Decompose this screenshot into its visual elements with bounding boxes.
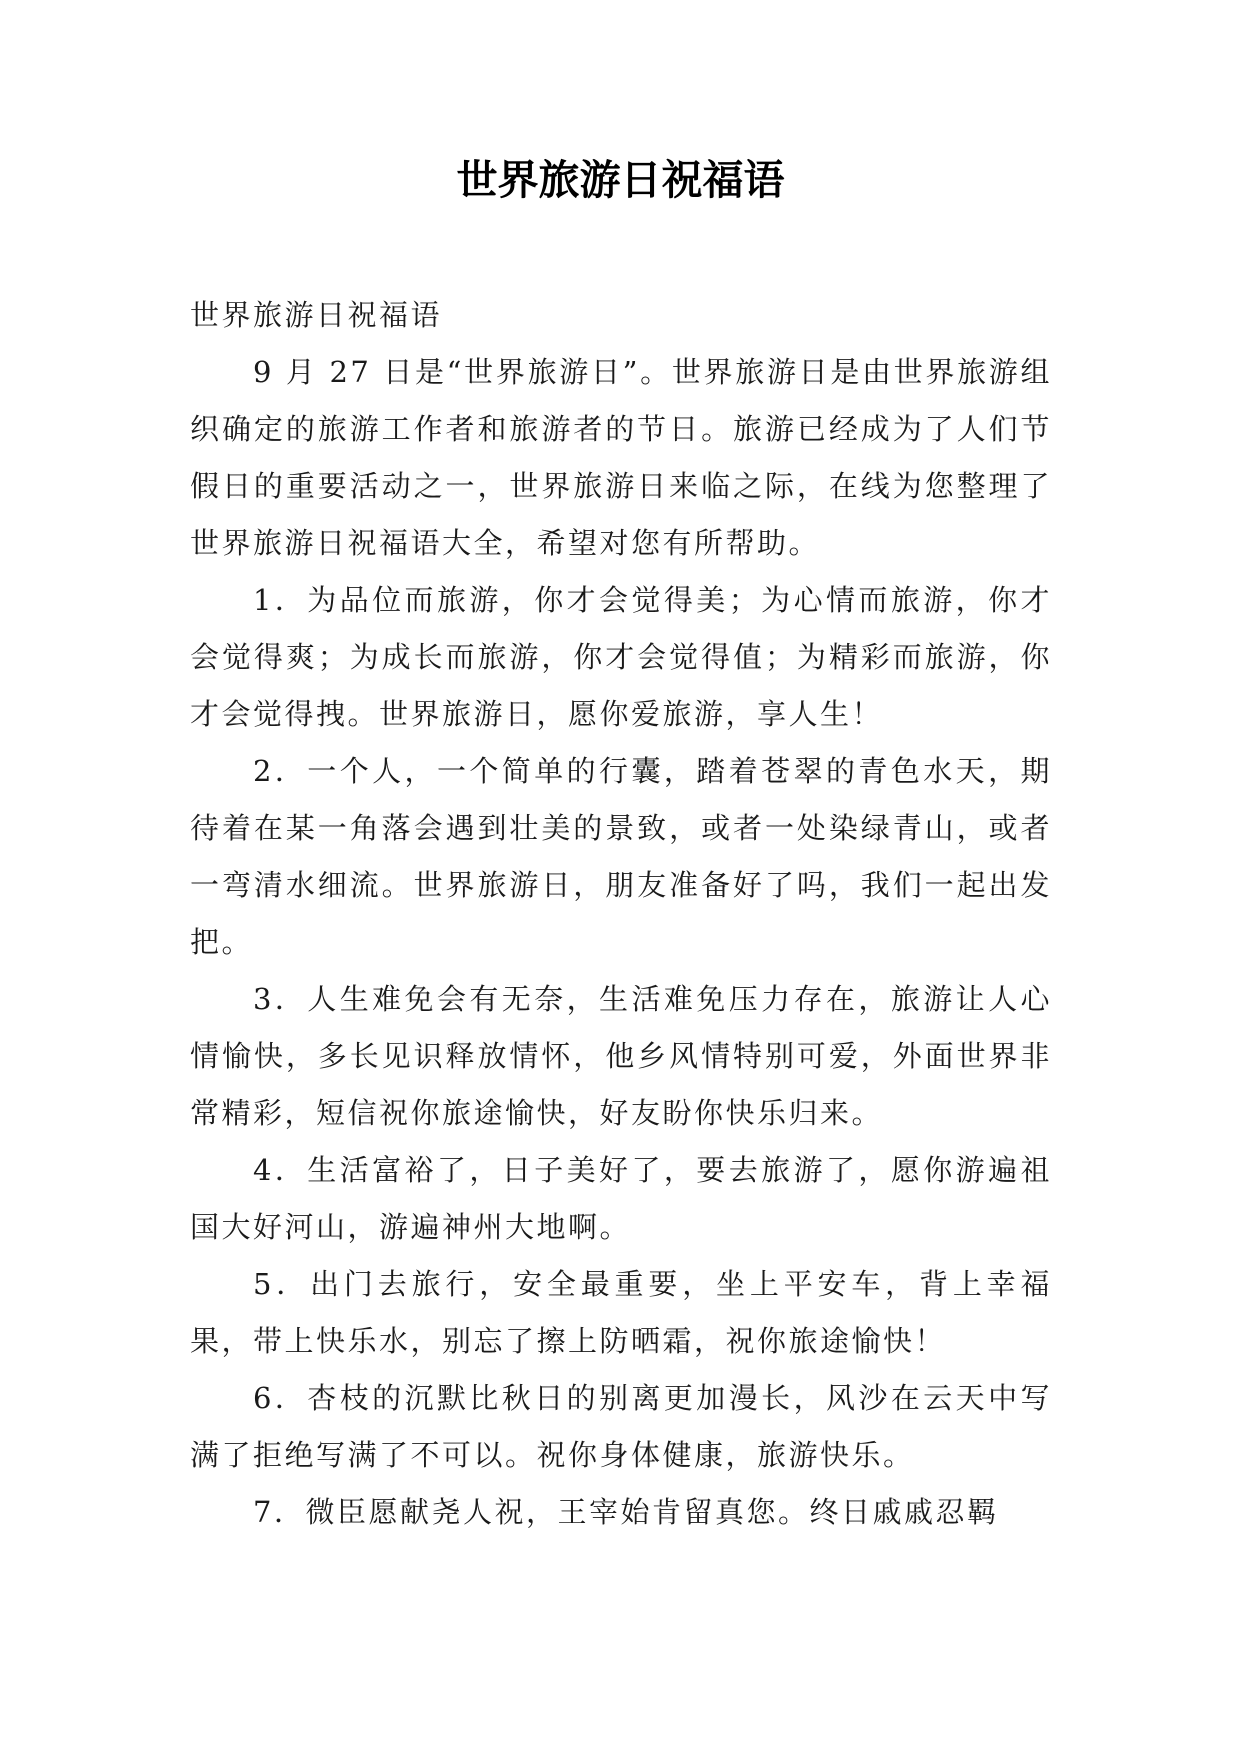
intro-paragraph: 9 月 27 日是“世界旅游日”。世界旅游日是由世界旅游组织确定的旅游工作者和旅游者的节日。旅游已经成为了人们节假日的重要活动之一，世界旅游日来临之际，在线为您整理了世界旅游日祝福语大全，希望对您有所帮助。 bbox=[190, 355, 1052, 560]
greeting-item-4: 4．生活富裕了，日子美好了，要去旅游了，愿你游遍祖国大好河山，游遍神州大地啊。 bbox=[190, 1153, 1052, 1244]
document-body bbox=[190, 287, 1052, 1541]
greeting-item-1: 1．为品位而旅游，你才会觉得美；为心情而旅游，你才会觉得爽；为成长而旅游，你才会觉得值；为精彩而旅游，你才会觉得拽。世界旅游日，愿你爱旅游，享人生！ bbox=[190, 583, 1052, 731]
greeting-item-7: 7．微臣愿献尧人祝，王宰始肯留真您。终日戚戚忍羁 bbox=[253, 1495, 999, 1529]
greeting-item-6: 6．杏枝的沉默比秋日的别离更加漫长，风沙在云天中写满了拒绝写满了不可以。祝你身体健康，旅游快乐。 bbox=[190, 1381, 1052, 1472]
document-title: 世界旅游日祝福语 bbox=[456, 156, 785, 204]
document-subtitle: 世界旅游日祝福语 bbox=[190, 298, 443, 332]
greeting-item-5: 5．出门去旅行，安全最重要，坐上平安车，背上幸福果，带上快乐水，别忘了擦上防晒霜，祝你旅途愉快！ bbox=[190, 1267, 1052, 1358]
greeting-item-3: 3．人生难免会有无奈，生活难免压力存在，旅游让人心情愉快，多长见识释放情怀，他乡风情特别可爱，外面世界非常精彩，短信祝你旅途愉快，好友盼你快乐归来。 bbox=[190, 982, 1052, 1130]
greeting-item-2: 2．一个人，一个简单的行囊，踏着苍翠的青色水天，期待着在某一角落会遇到壮美的景致，或者一处染绿青山，或者一弯清水细流。世界旅游日，朋友准备好了吗，我们一起出发把。 bbox=[190, 754, 1052, 959]
